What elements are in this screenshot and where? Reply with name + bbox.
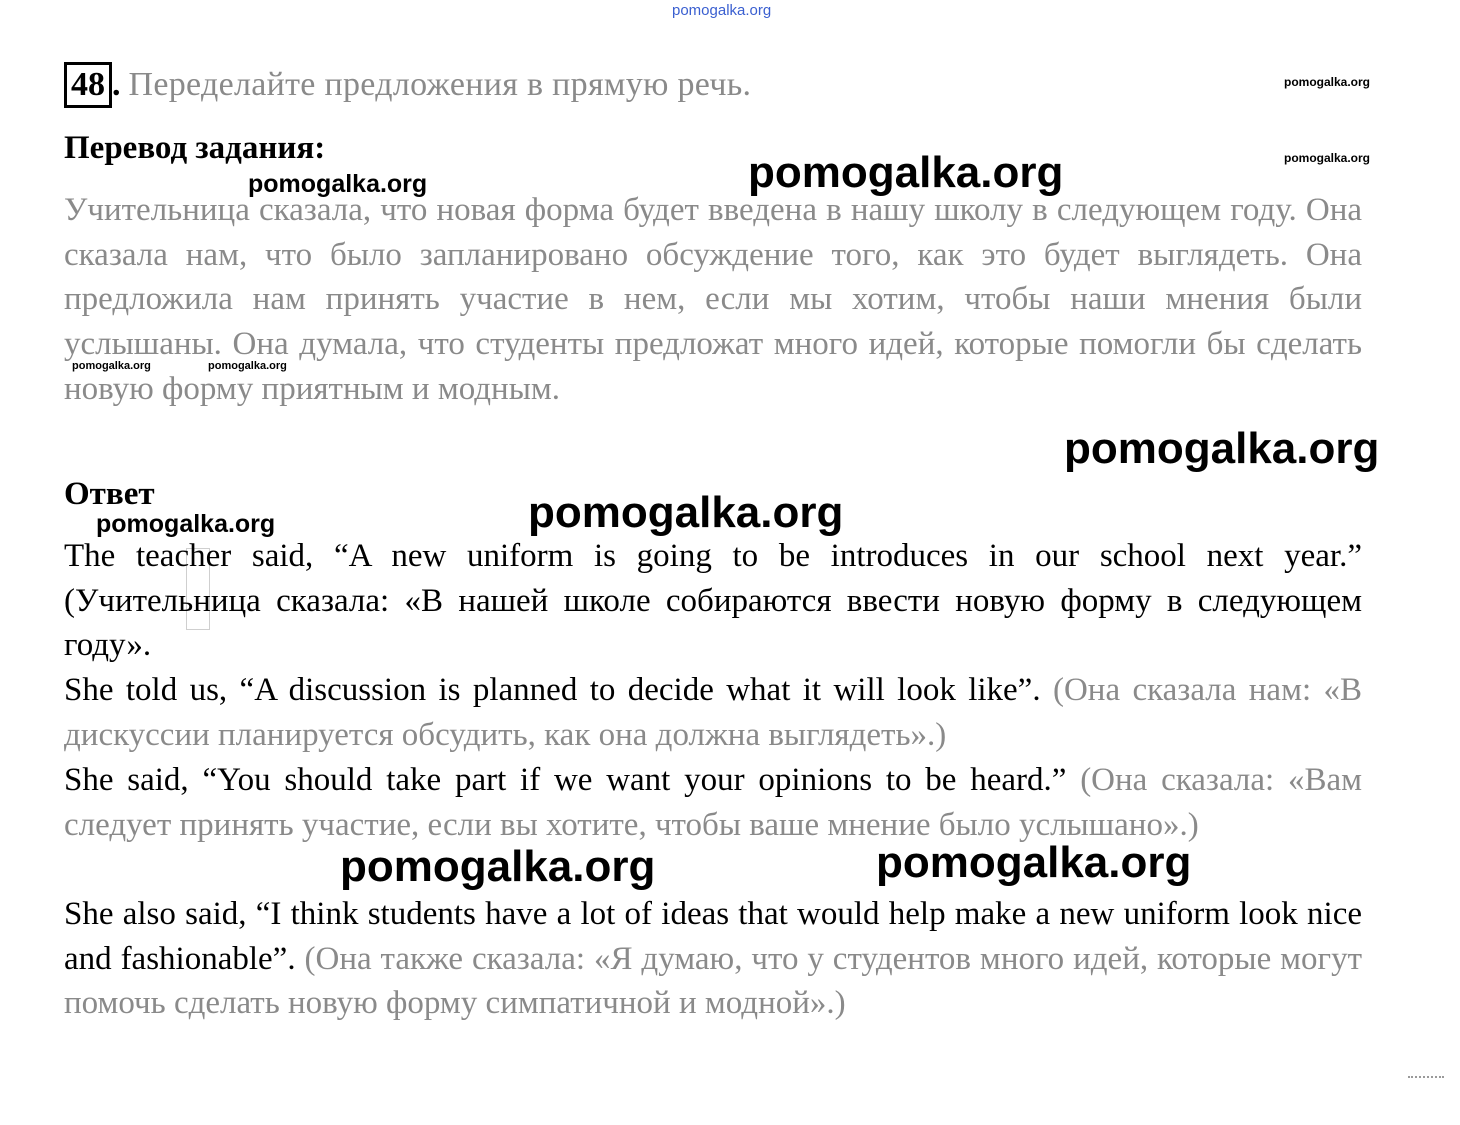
answer-english: She said, “You should take part if we want your opinions to be heard.” bbox=[64, 762, 1067, 798]
task-instruction: Переделайте предложения в прямую речь. bbox=[128, 66, 752, 103]
watermark: pomogalka.org bbox=[248, 170, 428, 198]
watermark: pomogalka.org bbox=[748, 148, 1064, 197]
answer-heading: Ответ bbox=[64, 476, 155, 512]
task-header bbox=[64, 62, 751, 108]
answer-russian: (Она также сказала: «Я думаю, что у студентов много идей, которые могут помочь сделать новую форму симпатичной и модной».) bbox=[64, 940, 1363, 1022]
watermark: pomogalka.org bbox=[208, 360, 287, 372]
watermark: pomogalka.org bbox=[72, 360, 151, 372]
answer-item bbox=[64, 758, 1362, 847]
answer-item bbox=[64, 668, 1362, 757]
answer-item bbox=[64, 534, 1362, 668]
page-corner-mark bbox=[1408, 1072, 1444, 1078]
watermark: pomogalka.org bbox=[876, 838, 1192, 887]
watermark: pomogalka.org bbox=[1284, 75, 1371, 89]
watermark: pomogalka.org bbox=[1064, 424, 1380, 473]
translation-text: Учительница сказала, что новая форма будет введена в нашу школу в следующем году. Она сказала нам, что было запланировано обсуждение того, как это будет выглядеть. Она предложила нам принять участие в нем, если мы хотим, чтобы наши мнения были услышаны. Она думала, что студенты предложат много идей, которые помогли бы сделать новую форму приятным и модным. bbox=[64, 192, 1362, 407]
watermark: pomogalka.org bbox=[528, 488, 844, 537]
watermark: pomogalka.org bbox=[340, 842, 656, 891]
watermark: pomogalka.org bbox=[1284, 151, 1371, 165]
answer-english: She also said, “I think students have a lot of ideas that would help make a new uniform look nice and fashionable”. bbox=[64, 896, 1362, 977]
watermark: pomogalka.org bbox=[96, 510, 276, 538]
answer-item bbox=[64, 892, 1362, 1026]
answer-russian: (Она сказала: «Вам следует принять участие, если вы хотите, чтобы ваше мнение было услышано».) bbox=[64, 762, 1362, 843]
answer-russian: (Она сказала нам: «В дискуссии планируется обсудить, как она должна выглядеть».) bbox=[64, 672, 1363, 753]
task-number: 48 bbox=[64, 62, 112, 108]
answer-english: The teacher said, “A new uniform is going to be introduces in our school next year.” (Учительница сказала: «В нашей школе собираются ввести новую форму в следующем году». bbox=[64, 538, 1362, 664]
translation-heading: Перевод задания: bbox=[64, 130, 326, 166]
task-number-dot: . bbox=[112, 66, 121, 103]
answer-english: She told us, “A discussion is planned to decide what it will look like”. bbox=[64, 672, 1041, 708]
site-link[interactable]: pomogalka.org bbox=[672, 2, 772, 19]
